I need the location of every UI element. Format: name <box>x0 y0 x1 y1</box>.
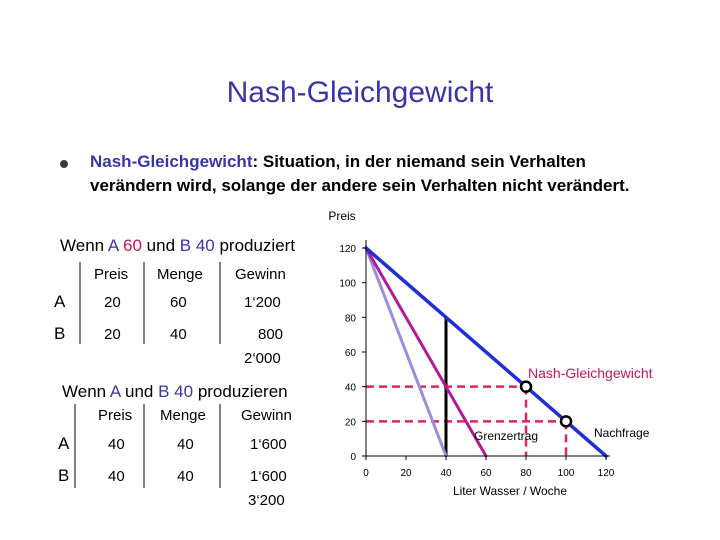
x-axis-title: Liter Wasser / Woche <box>452 484 568 498</box>
s2-header-gewinn: Gewinn <box>241 407 292 424</box>
s2-b-val: 40 <box>169 382 194 401</box>
s2-row-a-label: A <box>58 434 70 453</box>
y-tick-label-100: 100 <box>339 278 356 290</box>
s2-row-a-preis: 40 <box>108 436 125 453</box>
s2-row-a-gewinn: 1‘600 <box>250 436 287 453</box>
s1-a-val: 60 <box>118 236 142 255</box>
x-tick-label-0: 0 <box>363 468 369 479</box>
s2-a: A <box>109 382 121 401</box>
s1-row-b-label: B <box>54 324 66 343</box>
page-title: Nash-Gleichgewicht <box>226 76 494 109</box>
s2-row-b-gewinn: 1‘600 <box>250 468 287 485</box>
s2-header-menge: Menge <box>160 407 206 424</box>
nash-label: Nash-Gleichgewicht <box>528 365 653 381</box>
s1-total: 2‘000 <box>244 350 281 367</box>
demand-label: Nachfrage <box>594 426 650 440</box>
x-tick-label-40: 40 <box>440 468 452 479</box>
x-tick-label-60: 60 <box>480 468 492 479</box>
s2-row-a-menge: 40 <box>177 436 194 453</box>
chart-ticks <box>339 244 614 479</box>
y-tick-label-60: 60 <box>344 348 356 359</box>
s1-header-menge: Menge <box>157 266 203 283</box>
bullet-term: Nash-Gleichgewicht <box>90 152 253 171</box>
bullet-text-2: verändern wird, solange der andere sein Verhalten nicht verändert. <box>90 176 630 195</box>
s2-b: B <box>158 382 170 401</box>
s2-row-b-menge: 40 <box>177 468 194 485</box>
chart-axes <box>366 240 610 456</box>
y-axis-title: Preis <box>328 209 356 223</box>
series-line-2 <box>366 248 446 456</box>
y-tick-label-80: 80 <box>344 313 356 325</box>
point-marker-0 <box>521 382 531 392</box>
s2-header-preis: Preis <box>98 407 133 424</box>
s1-row-a-preis: 20 <box>104 294 121 311</box>
x-tick-label-100: 100 <box>557 468 575 479</box>
s1-row-a-gewinn: 1‘200 <box>244 294 281 311</box>
bullet-text-1: : Situation, in der niemand sein Verhalten <box>252 152 586 171</box>
s1-header-preis: Preis <box>94 266 129 283</box>
y-tick-label-0: 0 <box>350 452 356 463</box>
s1-row-b-menge: 40 <box>170 326 187 343</box>
s2-prefix: Wenn <box>62 382 110 401</box>
point-marker-1 <box>561 416 571 426</box>
s1-row-b-preis: 20 <box>104 326 121 343</box>
y-tick-label-120: 120 <box>339 244 356 255</box>
s1-header-gewinn: Gewinn <box>235 266 286 283</box>
series-line-1 <box>366 248 486 456</box>
s1-suffix: produziert <box>214 236 296 255</box>
s1-a: A <box>107 236 119 255</box>
s2-total: 3‘200 <box>248 492 285 509</box>
s1-b-val: 40 <box>191 236 215 255</box>
s2-mid: und <box>120 382 159 401</box>
s1-mid: und <box>141 236 180 255</box>
s1-row-a-label: A <box>54 292 66 311</box>
s1-row-a-menge: 60 <box>170 294 187 311</box>
s2-row-b-label: B <box>58 466 70 485</box>
s2-row-b-preis: 40 <box>108 468 125 485</box>
x-tick-label-120: 120 <box>597 468 615 479</box>
x-tick-label-80: 80 <box>520 468 532 479</box>
y-tick-label-40: 40 <box>344 382 356 394</box>
s1-b: B <box>179 236 192 255</box>
s1-prefix: Wenn <box>60 236 108 255</box>
x-tick-label-20: 20 <box>400 468 412 479</box>
s1-row-b-gewinn: 800 <box>258 326 284 343</box>
y-tick-label-20: 20 <box>344 417 356 429</box>
s2-suffix: produzieren <box>193 382 288 401</box>
marginal-revenue-label: Grenzertrag <box>474 429 539 443</box>
